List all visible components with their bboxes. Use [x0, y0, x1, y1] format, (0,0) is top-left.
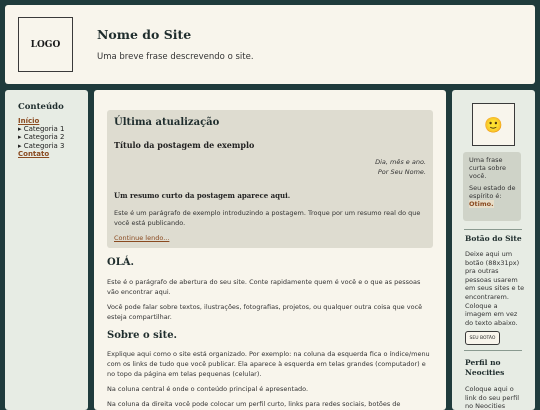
ola-paragraph-1: Este é o parágrafo de abertura do seu site. Conte rapidamente quem é você e o que as pessoas vão encontrar aqui.	[107, 278, 421, 296]
read-more-link[interactable]: Continue lendo...	[114, 234, 170, 242]
nav-link-contato[interactable]: Contato	[18, 149, 50, 158]
post-summary: Um resumo curto da postagem aparece aqui.	[114, 191, 291, 200]
site-button-text: Deixe aqui um botão (88x31px) pra outras pessoas usarem em seus sites e te encontrarem. Coloque a imagem em vez do texto abaixo.	[465, 250, 525, 327]
divider	[464, 350, 522, 351]
post-excerpt: Este é um parágrafo de exemplo introduzindo a postagem. Troque por um resumo real do que você está publicando.	[114, 209, 421, 227]
nav-category-2[interactable]: ▸ Categoria 2	[18, 133, 65, 142]
avatar	[472, 103, 515, 146]
site-header	[5, 5, 535, 84]
left-sidebar	[5, 90, 88, 410]
sobre-paragraph-1: Explique aqui como o site está organizado. Por exemplo: na coluna da esquerda fica o índice/menu com os links de tudo que você publicar. Ela aparece à esquerda em telas grandes (computador) e no topo da página em telas pequenas (celular).	[107, 350, 430, 378]
site-button[interactable]: SEU BOTÃO	[465, 331, 500, 345]
post-title: Título da postagem de exemplo	[114, 140, 255, 150]
status-box	[463, 152, 521, 221]
post-meta	[375, 157, 426, 177]
site-description: Uma breve frase descrevendo o site.	[97, 52, 254, 62]
divider	[464, 229, 522, 230]
main-content	[94, 90, 446, 410]
latest-update-box	[107, 110, 433, 248]
ola-heading: OLÁ.	[107, 257, 134, 268]
mood-label: Seu estado de espírito é:	[469, 184, 516, 200]
smiley-icon: 🙂	[484, 115, 503, 134]
neocities-text: Coloque aqui o link do seu perfil no Neocities	[465, 385, 519, 410]
nav-category-1[interactable]: ▸ Categoria 1	[18, 125, 65, 134]
latest-update-heading: Última atualização	[114, 117, 220, 128]
sobre-paragraph-3: Na coluna da direita você pode colocar um perfil curto, links para redes sociais, botões de	[107, 400, 401, 408]
right-sidebar	[452, 90, 535, 410]
nav-link-inicio[interactable]: Início	[18, 117, 40, 125]
post-date: Dia, mês e ano.	[375, 158, 426, 166]
status-text: Uma frase curta sobre você.	[469, 156, 506, 180]
neocities-title: Perfil no Neocities	[465, 358, 505, 377]
sobre-heading: Sobre o site.	[107, 330, 178, 341]
sobre-paragraph-2: Na coluna central é onde o conteúdo principal é apresentado.	[107, 385, 309, 393]
mood-line	[469, 184, 518, 208]
nav-category-3[interactable]: ▸ Categoria 3	[18, 141, 65, 150]
site-title: Nome do Site	[97, 27, 192, 42]
ola-paragraph-2: Você pode falar sobre textos, ilustrações, fotografias, projetos, ou qualquer outra coisa que você esteja compartilhar.	[107, 303, 423, 321]
site-button-title: Botão do Site	[465, 234, 522, 243]
site-logo[interactable]: LOGO	[18, 17, 73, 72]
sidebar-nav	[18, 117, 64, 158]
post-author: Por Seu Nome.	[377, 168, 426, 176]
sidebar-title: Conteúdo	[18, 102, 64, 112]
mood-value: Otimo.	[469, 200, 494, 208]
